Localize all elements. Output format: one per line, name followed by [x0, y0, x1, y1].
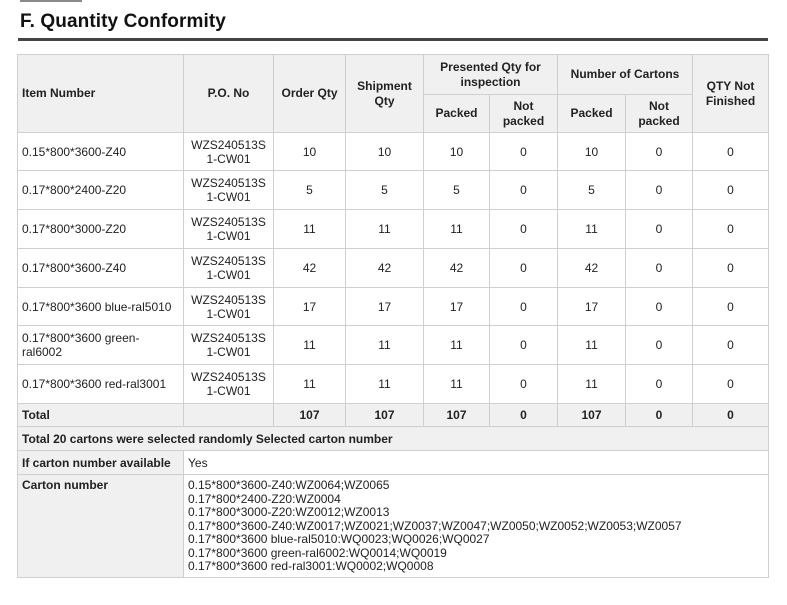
table-row [18, 133, 769, 171]
order-qty-cell: 11 [274, 365, 346, 404]
table-row [18, 171, 769, 210]
section-title: F. Quantity Conformity [20, 11, 226, 32]
section-title-rule [18, 38, 768, 41]
presented-packed-cell: 42 [424, 249, 490, 288]
qty-not-finished-cell: 0 [693, 171, 769, 210]
header-presented-packed: Packed [424, 95, 490, 133]
shipment-qty-cell: 11 [346, 326, 424, 365]
header-item-number: Item Number [18, 55, 184, 133]
order-qty-cell: 10 [274, 133, 346, 171]
presented-packed-cell: 11 [424, 210, 490, 249]
item-number-cell: 0.17*800*2400-Z20 [18, 171, 184, 210]
cartons-packed-cell: 17 [558, 288, 626, 326]
presented-not-packed-cell: 0 [490, 249, 558, 288]
cartons-not-packed-cell: 0 [626, 210, 693, 249]
presented-not-packed-cell: 0 [490, 365, 558, 404]
qty-not-finished-cell: 0 [693, 288, 769, 326]
shipment-qty-cell: 10 [346, 133, 424, 171]
po-cell: WZS240513S 1-CW01 [184, 326, 274, 365]
carton-number-line: 0.17*800*3600 red-ral3001:WQ0002;WQ0008 [188, 559, 434, 573]
total-presented-not-packed: 0 [490, 404, 558, 427]
order-qty-cell: 17 [274, 288, 346, 326]
carton-number-label: Carton number [18, 475, 184, 578]
total-cartons-not-packed: 0 [626, 404, 693, 427]
header-po-no: P.O. No [184, 55, 274, 133]
carton-number-line: 0.17*800*3600 green-ral6002:WQ0014;WQ0019 [188, 545, 447, 560]
order-qty-cell: 42 [274, 249, 346, 288]
table-row [18, 288, 769, 326]
order-qty-cell: 5 [274, 171, 346, 210]
cartons-not-packed-cell: 0 [626, 326, 693, 365]
carton-number-line: 0.15*800*3600-Z40:WZ0064;WZ0065 [188, 478, 390, 492]
item-number-cell: 0.15*800*3600-Z40 [18, 133, 184, 171]
cartons-not-packed-cell: 0 [626, 288, 693, 326]
shipment-qty-cell: 5 [346, 171, 424, 210]
qty-not-finished-cell: 0 [693, 249, 769, 288]
po-cell: WZS240513S 1-CW01 [184, 249, 274, 288]
header-order-qty: Order Qty [274, 55, 346, 133]
carton-number-row [18, 475, 769, 578]
header-cartons-packed: Packed [558, 95, 626, 133]
cartons-packed-cell: 11 [558, 365, 626, 404]
cartons-packed-cell: 10 [558, 133, 626, 171]
cartons-packed-cell: 11 [558, 210, 626, 249]
cartons-packed-cell: 42 [558, 249, 626, 288]
header-presented-not-packed: Not packed [490, 95, 558, 133]
shipment-qty-cell: 17 [346, 288, 424, 326]
po-cell: WZS240513S 1-CW01 [184, 210, 274, 249]
total-qty-not-finished: 0 [693, 404, 769, 427]
selection-note-row [18, 427, 769, 451]
item-number-cell: 0.17*800*3600-Z40 [18, 249, 184, 288]
po-cell: WZS240513S 1-CW01 [184, 365, 274, 404]
total-shipment-qty: 107 [346, 404, 424, 427]
presented-packed-cell: 11 [424, 365, 490, 404]
total-row [18, 404, 769, 427]
cartons-packed-cell: 11 [558, 326, 626, 365]
item-number-cell: 0.17*800*3600 green-ral6002 [18, 326, 184, 365]
presented-packed-cell: 11 [424, 326, 490, 365]
cartons-not-packed-cell: 0 [626, 365, 693, 404]
cartons-packed-cell: 5 [558, 171, 626, 210]
order-qty-cell: 11 [274, 210, 346, 249]
qty-not-finished-cell: 0 [693, 210, 769, 249]
carton-number-line: 0.17*800*3000-Z20:WZ0012;WZ0013 [188, 505, 390, 519]
presented-not-packed-cell: 0 [490, 210, 558, 249]
header-shipment-qty: Shipment Qty [346, 55, 424, 133]
qty-not-finished-cell: 0 [693, 326, 769, 365]
qty-not-finished-cell: 0 [693, 133, 769, 171]
po-cell: WZS240513S 1-CW01 [184, 171, 274, 210]
header-presented-qty: Presented Qty for inspection [424, 55, 558, 95]
total-presented-packed: 107 [424, 404, 490, 427]
item-number-cell: 0.17*800*3600 red-ral3001 [18, 365, 184, 404]
carton-available-label: If carton number available [18, 451, 184, 475]
total-order-qty: 107 [274, 404, 346, 427]
po-cell: WZS240513S 1-CW01 [184, 133, 274, 171]
table-row [18, 365, 769, 404]
shipment-qty-cell: 11 [346, 365, 424, 404]
presented-not-packed-cell: 0 [490, 326, 558, 365]
carton-available-row [18, 451, 769, 475]
item-number-cell: 0.17*800*3000-Z20 [18, 210, 184, 249]
shipment-qty-cell: 42 [346, 249, 424, 288]
carton-number-line: 0.17*800*2400-Z20:WZ0004 [188, 491, 341, 506]
total-label: Total [18, 404, 184, 427]
carton-number-line: 0.17*800*3600 blue-ral5010:WQ0023;WQ0026;WQ0027 [188, 532, 490, 546]
presented-packed-cell: 5 [424, 171, 490, 210]
selection-note: Total 20 cartons were selected randomly Selected carton number [18, 427, 769, 451]
quantity-conformity-table [17, 54, 769, 578]
carton-available-value: Yes [184, 451, 769, 475]
cartons-not-packed-cell: 0 [626, 133, 693, 171]
table-row [18, 249, 769, 288]
top-divider [20, 0, 82, 2]
presented-not-packed-cell: 0 [490, 288, 558, 326]
presented-packed-cell: 10 [424, 133, 490, 171]
total-cartons-packed: 107 [558, 404, 626, 427]
header-qty-not-finished: QTY Not Finished [693, 55, 769, 133]
presented-not-packed-cell: 0 [490, 133, 558, 171]
cartons-not-packed-cell: 0 [626, 249, 693, 288]
total-po-cell [184, 404, 274, 427]
table-row [18, 210, 769, 249]
header-number-of-cartons: Number of Cartons [558, 55, 693, 95]
carton-number-list [184, 475, 769, 578]
header-cartons-not-packed: Not packed [626, 95, 693, 133]
item-number-cell: 0.17*800*3600 blue-ral5010 [18, 288, 184, 326]
table-row [18, 326, 769, 365]
presented-not-packed-cell: 0 [490, 171, 558, 210]
cartons-not-packed-cell: 0 [626, 171, 693, 210]
shipment-qty-cell: 11 [346, 210, 424, 249]
carton-number-line: 0.17*800*3600-Z40:WZ0017;WZ0021;WZ0037;WZ0047;WZ0050;WZ0052;WZ0053;WZ0057 [188, 518, 682, 533]
order-qty-cell: 11 [274, 326, 346, 365]
po-cell: WZS240513S 1-CW01 [184, 288, 274, 326]
qty-not-finished-cell: 0 [693, 365, 769, 404]
presented-packed-cell: 17 [424, 288, 490, 326]
